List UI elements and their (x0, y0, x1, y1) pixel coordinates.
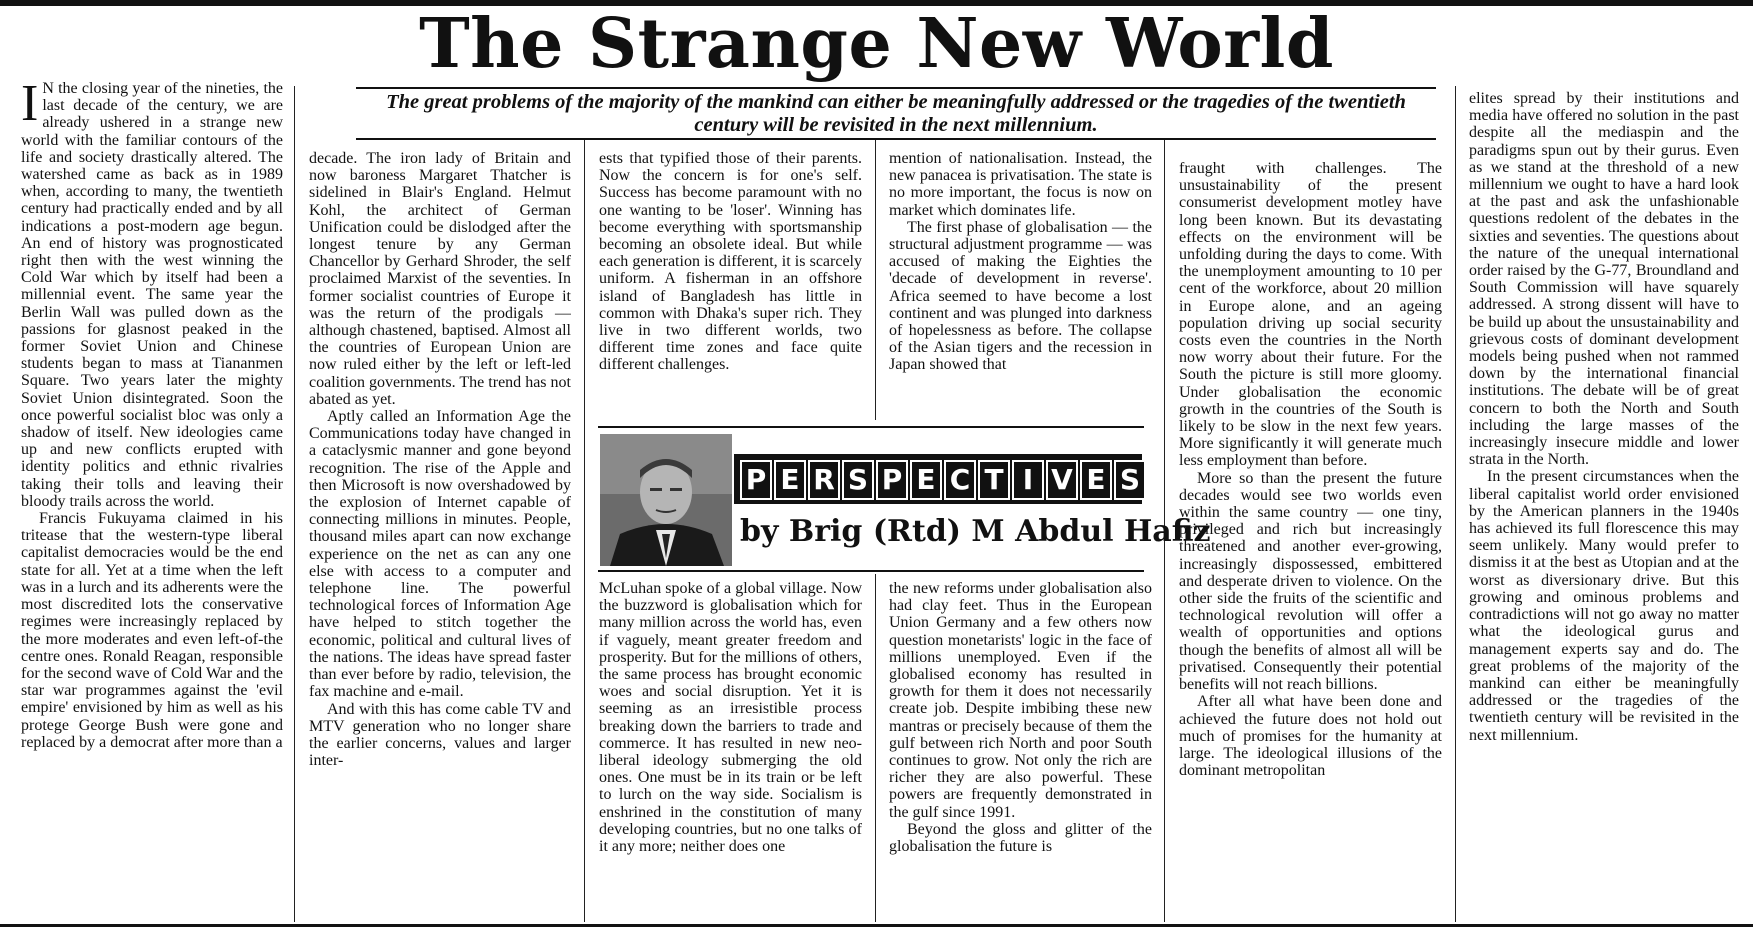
box-rule-top (598, 426, 1144, 428)
column-divider (875, 574, 876, 922)
drop-cap: I (21, 80, 39, 132)
paragraph: After all what have been done and achieved the future does not hold out much of promises for the humanity at large. The ideological illusions of the dominant metropolitan (1179, 693, 1442, 780)
paragraph: Francis Fukuyama claimed in his tritease that the western-type liberal capitalist democracies would be the end state for all. Yet at a time when the left was in a lurch and its adherents were the most discredited lots the conservative regimes were increasingly replaced by the more moderates and even left-of-the centre ones. Ronald Reagan, responsible for the second wave of Cold War and the star war programmes against the 'evil empire' envisioned by him as well as his protege George Bush were gone and replaced by a democrat after more than a (21, 510, 283, 751)
paragraph: The first phase of globalisation — the structural adjustment programme — was accused of making the Eighties the 'decade of development in reverse'. Africa seemed to have become a lost continent and was plunged into darkness of hopelessness as before. The collapse of the Asian tigers and the recession in Japan showed that (889, 218, 1152, 374)
paragraph (21, 80, 283, 510)
perspectives-letter: E (774, 460, 806, 500)
paragraph: fraught with challenges. The unsustainability of the present consumerist development motley have long been known. But its devastating effects on the environment will be unfolding during the days to come. With the unemployment amounting to 10 per cent of the workforce, about 20 million in Europe alone, and an ageing population driving up social security costs even the countries in the North now worry about their future. For the South the picture is still more gloomy. Under globalisation the economic growth in the countries of the South is likely to be slow in the next few years. More significantly it will generate much less employment than before. (1179, 160, 1442, 470)
author-portrait-image (600, 434, 732, 566)
article-column-1 (21, 80, 283, 920)
perspectives-box (598, 426, 1211, 572)
column-divider (1455, 86, 1456, 922)
paragraph: McLuhan spoke of a global village. Now the buzzword is globalisation which for many million across the world has, even if vaguely, meant greater freedom and prosperity. But for the millions of others, the same process has brought economic woes and social disruption. Yet it is seeming as an irresistible process breaking down the barriers to trade and commerce. It has resulted in new neo-liberal ideology submerging the old ones. One must be in its train or be left to lurch on the way side. Socialism is enshrined in the constitution of many developing countries, but no one talks of it any more; neither does one (599, 580, 862, 856)
paragraph: And with this has come cable TV and MTV generation who no longer share the earlier concerns, values and larger inter- (309, 700, 571, 770)
paragraph: In the present circumstances when the liberal capitalist world order envisioned by the American planners in the 1940s has achieved its full florescence this may seem unlikely. Many would prefer to dismiss it at the best as Utopian and at the worst as diversionary drive. But this growing and ominous problems and contradictions will not go away no matter what the ideological gurus and management experts say and do. The great problems of the majority of the mankind can either be meaningfully addressed or the tragedies of the twentieth century will be revisited in the next millennium. (1469, 468, 1739, 744)
perspectives-letter: C (944, 460, 976, 500)
article-column-5 (1179, 160, 1442, 922)
article-column-2 (309, 150, 571, 922)
article-column-6 (1469, 90, 1739, 922)
perspectives-letter: S (1114, 460, 1146, 500)
perspectives-letter: V (1046, 460, 1078, 500)
column-divider (294, 86, 295, 922)
article-column-4-bottom (889, 580, 1152, 922)
author-photo (600, 434, 732, 566)
headline: The Strange New World (419, 4, 1334, 84)
byline: by Brig (Rtd) M Abdul Hafiz (740, 514, 1211, 549)
paragraph: mention of nationalisation. Instead, the new panacea is privatisation. The state is no more important, the focus is now on market which dominates life. (889, 150, 1152, 219)
perspectives-letter: P (876, 460, 908, 500)
column-divider (584, 140, 585, 922)
paragraph: the new reforms under globalisation also had clay feet. Thus in the European Union Germany and a few others now question monetarists' logic in the face of millions unemployed. Even if the globalised economy has resulted in growth for them it does not necessarily create job. Despite imbibing these new mantras or precisely because of them the gulf between rich North and poor South continues to grow. Not only the rich are richer they are also powerful. These powers are frequently demonstrated in the gulf since 1991. (889, 580, 1152, 821)
paragraph: elites spread by their institutions and media have offered no solution in the past despite all the mediaspin and the paradigms spun out by their gurus. Even as we stand at the threshold of a new millennium we ought to have a hard look at the past and ask the unfashionable questions redolent of the debates in the sixties and seventies. The questions about the nature of the unequal international order raised by the G-77, Broundland and South Commission will have squarely addressed. A strong dissent will have to be build up about the unsustainability and grievous costs of dominant development models being pushed when not rammed down by the international financial institutions. The debate will be of great concern to both the North and South including the large masses of the increasingly insecure middle and lower strata in the North. (1469, 90, 1739, 469)
subheadline: The great problems of the majority of the mankind can either be meaningfully addressed or the tragedies of the twentieth century will be revisited in the next millennium. (356, 87, 1436, 140)
paragraph: decade. The iron lady of Britain and now baroness Margaret Thatcher is sidelined in Blair's England. Helmut Kohl, the architect of German Unification could be dislodged after the longest tenure by any German Chancellor by Gerhard Shroder, the self proclaimed Marxist of the seventies. In former socialist countries of Europe it was the return of the prodigals — although chastened, baptised. Almost all the countries of European Union are now ruled either by the left or left-led coalition governments. The trend has not abated as yet. (309, 150, 571, 408)
article-column-3-top (599, 150, 862, 422)
perspectives-letter: E (910, 460, 942, 500)
column-divider (875, 140, 876, 420)
article-column-4-top (889, 150, 1152, 422)
perspectives-letter: R (808, 460, 840, 500)
paragraph: More so than the present the future decades would see two worlds even within the same country — one tiny, privileged and rich but increasingly threatened and another ever-growing, increasingly dispossessed, embittered and desperate driven to violence. On the other side the fruits of the scientific and technological revolution will offer a wealth of opportunities and options though the benefits of almost all will be privatised. Consequently their potential benefits will not reach billions. (1179, 469, 1442, 694)
paragraph: Beyond the gloss and glitter of the globalisation the future is (889, 820, 1152, 856)
perspectives-letter: I (1012, 460, 1044, 500)
perspectives-letter: P (740, 460, 772, 500)
article-column-3-bottom (599, 580, 862, 922)
paragraph-text: N the closing year of the nineties, the last decade of the century, we are already ushered in a strange new world with the familiar contours of the life and society drastically altered. The watershed came as back as in 1989 when, according to many, the twentieth century had practically ended and by all indications a post-modern age begun. An end of history was prognosticated right then with the west winning the Cold War which by itself had been a millennial event. The same year the Berlin Wall was pulled down as the passions for glasnost peaked in the former Soviet Union and Chinese students began to mass at Tiananmen Square. Two years later the mighty Soviet Union disintegrated. Soon the once powerful socialist bloc was only a shadow of itself. New ideologies came up and new conflicts erupted with identity politics and ethnic rivalries taking their tolls and leaving their bloody trails across the world. (21, 80, 283, 510)
paragraph: ests that typified those of their parents. Now the concern is for one's self. Success has become paramount with no one wanting to be 'loser'. Winning has become everything with sportsmanship becoming an obsolete ideal. But while each generation is different, it is scarcely uniform. A fisherman in an offshore island of Bangladesh has little in common with Dhaka's super rich. They live in two different worlds, two different time zones and face quite different challenges. (599, 150, 862, 374)
perspectives-letter: T (978, 460, 1010, 500)
perspectives-letter: S (842, 460, 874, 500)
paragraph: Aptly called an Information Age the Communications today have changed in a cataclysmic manner and gone beyond recognition. The rise of the Apple and then Microsoft is now overshadowed by the explosion of Internet capable of connecting millions in minutes. People, thousand miles apart can now exchange experience on the net as can any one else with access to a computer and telephone line. The powerful technological forces of Information Age have helped to stitch together the economic, political and cultural lives of the nations. The ideas have spread faster than ever before by radio, television, the fax machine and e-mail. (309, 408, 571, 701)
perspectives-label (740, 460, 1146, 500)
perspectives-letter: E (1080, 460, 1112, 500)
box-rule-bottom (598, 570, 1144, 572)
bottom-border (0, 924, 1753, 927)
